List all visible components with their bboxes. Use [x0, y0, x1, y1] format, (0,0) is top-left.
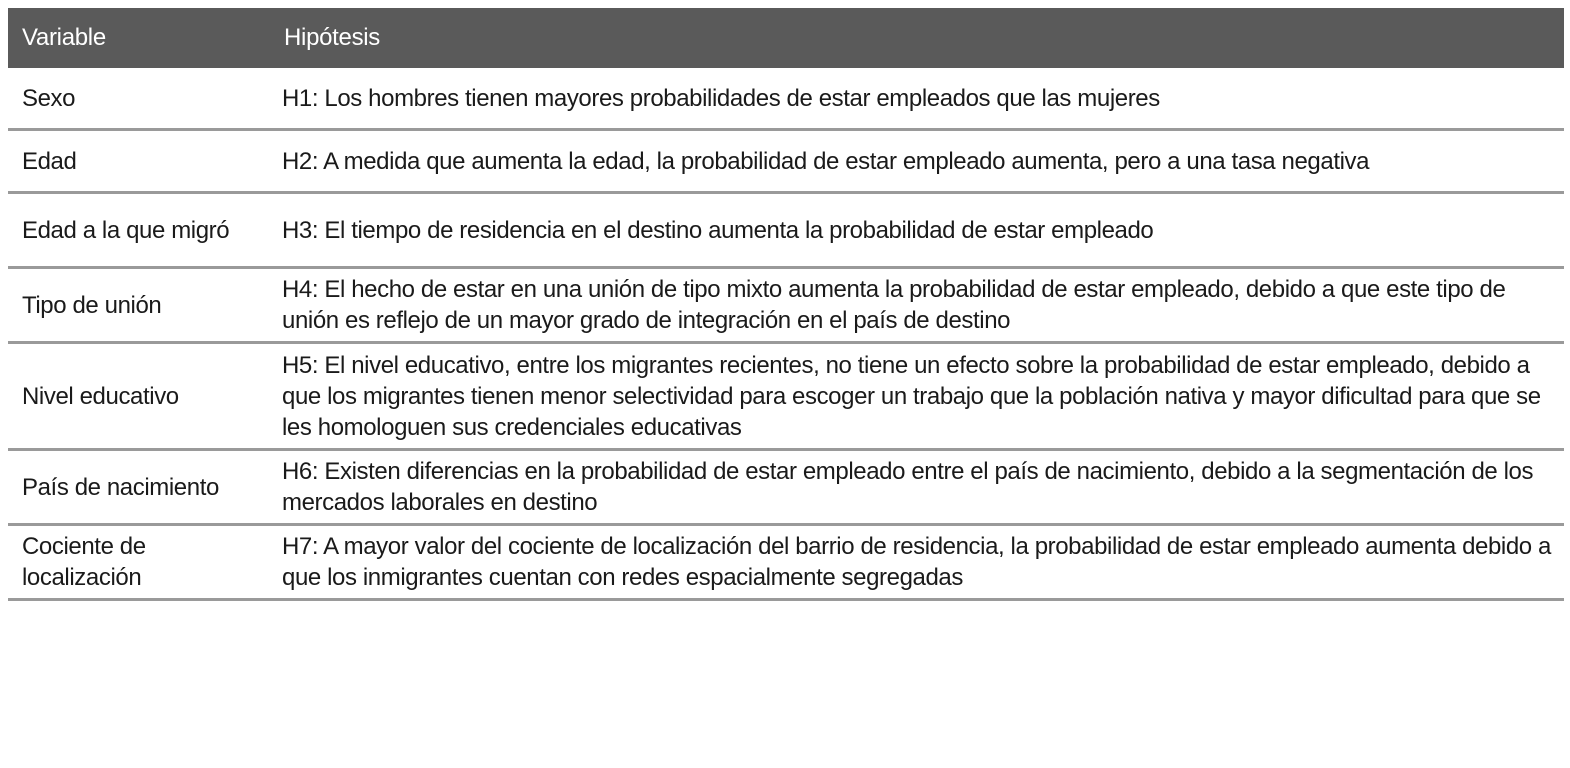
header-row [8, 8, 1564, 68]
hypothesis-cell: H6: Existen diferencias en la probabilidad de estar empleado entre el país de nacimiento, debido a la segmentación de los mercados laborales en destino [270, 450, 1564, 525]
variable-cell: Edad [8, 130, 270, 193]
hypothesis-cell: H3: El tiempo de residencia en el destino aumenta la probabilidad de estar empleado [270, 193, 1564, 268]
table-row [8, 450, 1564, 525]
variable-cell: País de nacimiento [8, 450, 270, 525]
variable-cell: Cociente de localización [8, 525, 270, 600]
table-body [8, 68, 1564, 600]
table-row [8, 268, 1564, 343]
table-row [8, 193, 1564, 268]
variable-cell: Tipo de unión [8, 268, 270, 343]
table-row [8, 130, 1564, 193]
table-row [8, 343, 1564, 450]
variable-cell: Sexo [8, 68, 270, 130]
hypothesis-cell: H2: A medida que aumenta la edad, la probabilidad de estar empleado aumenta, pero a una tasa negativa [270, 130, 1564, 193]
hypotheses-table [8, 8, 1564, 601]
header-hypothesis: Hipótesis [270, 8, 1564, 68]
header-variable: Variable [8, 8, 270, 68]
hypothesis-cell: H4: El hecho de estar en una unión de tipo mixto aumenta la probabilidad de estar empleado, debido a que este tipo de unión es reflejo de un mayor grado de integración en el país de destino [270, 268, 1564, 343]
variable-cell: Nivel educativo [8, 343, 270, 450]
table-row [8, 525, 1564, 600]
hypothesis-cell: H1: Los hombres tienen mayores probabilidades de estar empleados que las mujeres [270, 68, 1564, 130]
table-row [8, 68, 1564, 130]
hypothesis-cell: H7: A mayor valor del cociente de localización del barrio de residencia, la probabilidad de estar empleado aumenta debido a que los inmigrantes cuentan con redes espacialmente segregadas [270, 525, 1564, 600]
variable-cell: Edad a la que migró [8, 193, 270, 268]
hypothesis-cell: H5: El nivel educativo, entre los migrantes recientes, no tiene un efecto sobre la probabilidad de estar empleado, debido a que los migrantes tienen menor selectividad para escoger un trabajo que la población nativa y mayor dificultad para que se les homologuen sus credenciales educativas [270, 343, 1564, 450]
table-header [8, 8, 1564, 68]
